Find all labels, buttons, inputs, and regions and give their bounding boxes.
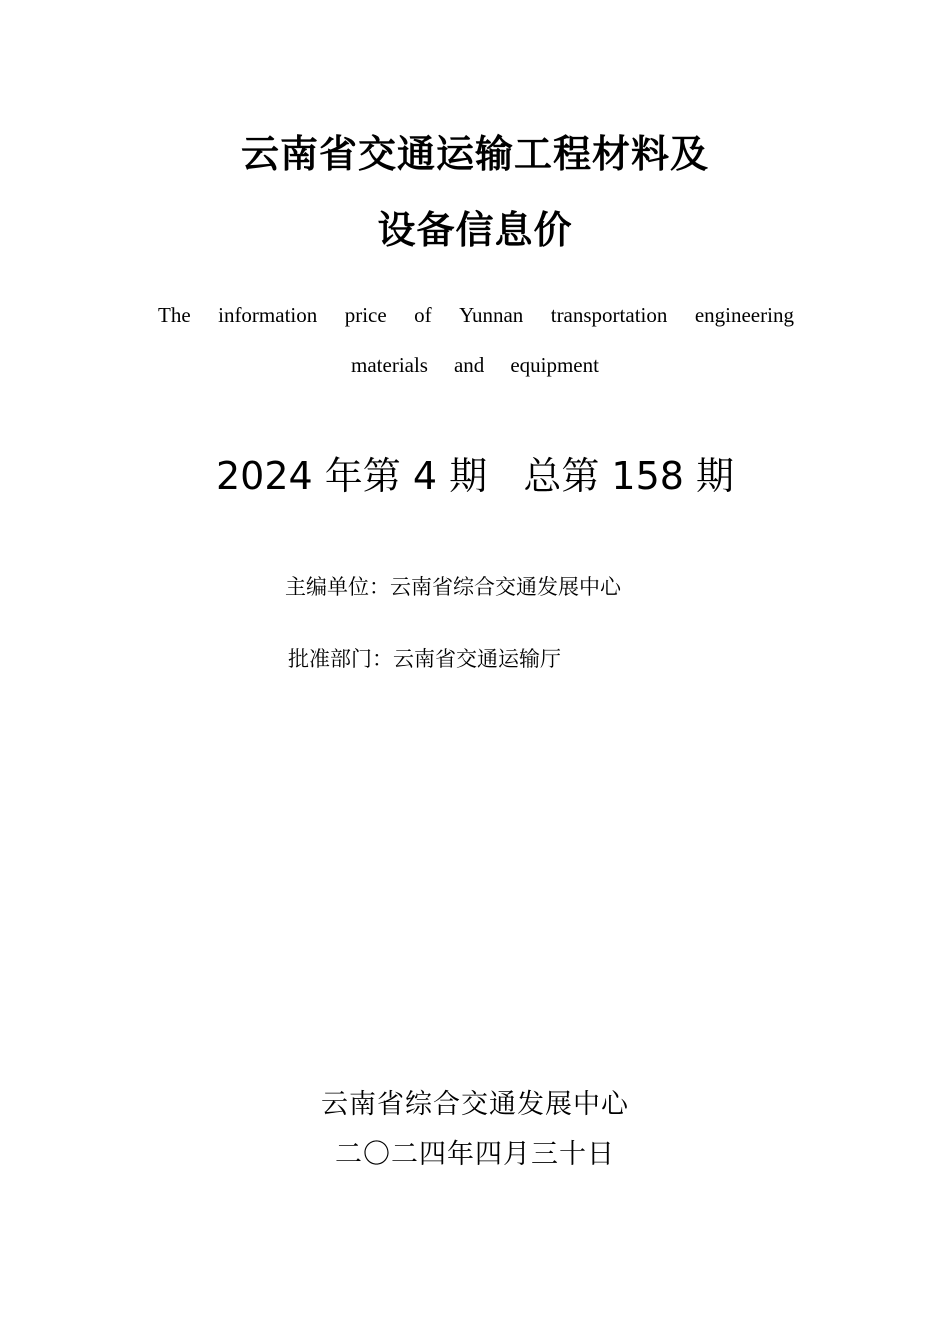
publication-date: 二〇二四年四月三十日 bbox=[335, 1139, 615, 1170]
approving-department: 批准部门：云南省交通运输厅 bbox=[288, 647, 561, 671]
editor-unit: 主编单位：云南省综合交通发展中心 bbox=[285, 575, 621, 599]
english-subtitle-word: and bbox=[453, 353, 485, 377]
english-subtitle-word: equipment bbox=[510, 353, 599, 377]
english-subtitle-word: Yunnan bbox=[459, 303, 524, 327]
english-subtitle-word: engineering bbox=[694, 303, 794, 327]
english-subtitle-word: The bbox=[158, 303, 191, 327]
english-subtitle-word: information bbox=[218, 303, 318, 327]
english-subtitle-word: of bbox=[414, 303, 432, 327]
english-subtitle-line-1 bbox=[158, 302, 794, 328]
document-title-line-1: 云南省交通运输工程材料及 bbox=[240, 132, 709, 176]
english-subtitle-word: materials bbox=[351, 353, 428, 377]
document-title-line-2: 设备信息价 bbox=[377, 208, 573, 252]
english-subtitle-word: price bbox=[344, 303, 387, 327]
english-subtitle-line-2 bbox=[0, 352, 950, 378]
issue-number: 2024 年第 4 期 总第 158 期 bbox=[215, 454, 735, 498]
publisher-organization: 云南省综合交通发展中心 bbox=[321, 1089, 629, 1120]
english-subtitle-word: transportation bbox=[550, 303, 668, 327]
